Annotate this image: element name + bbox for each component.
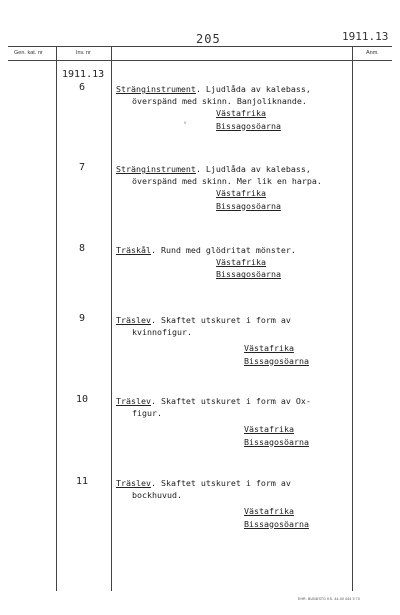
catalog-entry xyxy=(116,244,348,281)
printer-footer: EHR. BUNDSTG KS. 44-00 444 9 70 xyxy=(298,597,360,601)
catalog-entry xyxy=(116,163,348,212)
entry-line-2: överspänd med skinn. Banjoliknande. xyxy=(132,96,307,107)
entry-description: . Rund med glödritat mönster. xyxy=(150,245,296,255)
column-divider-3 xyxy=(352,46,353,591)
entry-place: Bissagosöarna xyxy=(244,355,309,366)
entry-region: Västafrika xyxy=(216,257,266,268)
register-number: 1911.13 xyxy=(62,69,105,80)
entry-line-1 xyxy=(116,395,348,407)
register-number-header: 1911.13 xyxy=(342,30,389,43)
inventory-number: 10 xyxy=(75,394,89,405)
entry-region: Västafrika xyxy=(216,108,266,119)
entry-line-2: överspänd med skinn. Mer lik en harpa. xyxy=(132,176,322,187)
entry-term: Stränginstrument xyxy=(116,84,196,94)
entry-line-1 xyxy=(116,244,348,256)
entry-region: Västafrika xyxy=(244,424,294,435)
column-header-anm: Anm. xyxy=(366,50,379,56)
entry-term: Träskål xyxy=(116,245,151,255)
entry-region: Västafrika xyxy=(244,506,294,517)
catalog-entry xyxy=(116,477,348,530)
entry-description: . Skaftet utskuret i form av xyxy=(150,478,291,488)
inventory-number: 6 xyxy=(78,82,86,93)
entry-line-2: bockhuvud. xyxy=(132,490,182,501)
entry-line-2: kvinnofigur. xyxy=(132,327,192,338)
inventory-number: 7 xyxy=(78,162,86,173)
entry-place: Bissagosöarna xyxy=(216,200,281,211)
page-number: 205 xyxy=(196,32,221,46)
column-header-gen-kat: Gen. kat. nr xyxy=(14,50,43,56)
entry-region: Västafrika xyxy=(216,188,266,199)
entry-line-1 xyxy=(116,163,348,175)
entry-line-2: figur. xyxy=(132,408,162,419)
entry-description: . Skaftet utskuret i form av Ox- xyxy=(150,396,311,406)
entry-line-1 xyxy=(116,314,348,326)
pencil-mark: ᵥ xyxy=(183,118,188,126)
entry-line-1 xyxy=(116,83,348,95)
entry-term: Träslev xyxy=(116,478,151,488)
column-divider-2 xyxy=(111,46,112,591)
entry-description: . Ljudlåda av kalebass, xyxy=(195,84,311,94)
entry-description: . Skaftet utskuret i form av xyxy=(150,315,291,325)
column-header-inv: Inv. nr xyxy=(76,50,91,56)
entry-region: Västafrika xyxy=(244,343,294,354)
table-header-rule xyxy=(8,60,392,61)
entry-place: Bissagosöarna xyxy=(216,120,281,131)
catalog-entry xyxy=(116,83,348,132)
entry-term: Träslev xyxy=(116,315,151,325)
entry-description: . Ljudlåda av kalebass, xyxy=(195,164,311,174)
catalog-entry xyxy=(116,395,348,448)
entry-place: Bissagosöarna xyxy=(216,269,281,280)
inventory-number: 9 xyxy=(78,313,86,324)
column-divider-1 xyxy=(56,46,57,591)
entry-term: Träslev xyxy=(116,396,151,406)
inventory-number: 11 xyxy=(75,476,89,487)
entry-place: Bissagosöarna xyxy=(244,518,309,529)
entry-place: Bissagosöarna xyxy=(244,436,309,447)
catalog-entry xyxy=(116,314,348,367)
entry-term: Stränginstrument xyxy=(116,164,196,174)
table-top-rule xyxy=(8,46,392,47)
entry-line-1 xyxy=(116,477,348,489)
inventory-number: 8 xyxy=(78,243,86,254)
